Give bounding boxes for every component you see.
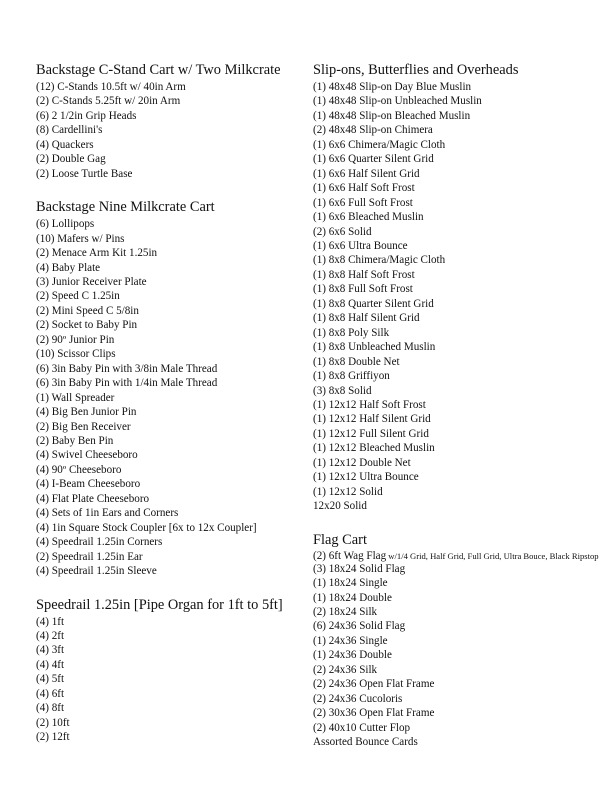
list-item: (2) 12ft xyxy=(36,731,70,744)
list-item: (2) Baby Ben Pin xyxy=(36,434,114,447)
list-item: (4) Speedrail 1.25in Sleeve xyxy=(36,565,157,578)
list-item: (1) Wall Spreader xyxy=(36,391,115,404)
list-item: (10) Mafers w/ Pins xyxy=(36,232,125,245)
item-list xyxy=(36,615,302,745)
list-item: (6) 24x36 Solid Flag xyxy=(313,620,406,633)
list-item: (4) 4ft xyxy=(36,658,65,671)
list-item: (2) 90º Junior Pin xyxy=(36,333,115,346)
list-item: (12) C-Stands 10.5ft w/ 40in Arm xyxy=(36,81,186,93)
list-item: (2) 40x10 Cutter Flop xyxy=(313,721,411,734)
list-item: (4) Speedrail 1.25in Corners xyxy=(36,536,163,549)
list-item: (4) 90º Cheeseboro xyxy=(36,463,122,476)
list-item: (4) 5ft xyxy=(36,673,65,686)
list-item: (4) I-Beam Cheeseboro xyxy=(36,478,141,491)
list-item: (2) 30x36 Open Flat Frame xyxy=(313,707,435,720)
list-item: (4) 6ft xyxy=(36,687,65,700)
list-item: (1) 6x6 Chimera/Magic Cloth xyxy=(313,138,446,151)
list-item: (4) Swivel Cheeseboro xyxy=(36,449,138,462)
section-flag-cart xyxy=(313,532,603,750)
list-item: (2) 24x36 Silk xyxy=(313,663,378,676)
list-item: (2) Double Gag xyxy=(36,153,106,166)
list-item: (3) Junior Receiver Plate xyxy=(36,275,147,288)
list-item: (1) 6x6 Quarter Silent Grid xyxy=(313,153,434,166)
section-heading: Flag Cart xyxy=(313,531,367,548)
list-item: (2) 6x6 Solid xyxy=(313,225,372,238)
section-nine-milkcrate-cart xyxy=(36,199,302,578)
list-item: (1) 12x12 Solid xyxy=(313,485,383,498)
list-item: (2) 24x36 Cucoloris xyxy=(313,692,403,705)
list-item: (1) 12x12 Half Silent Grid xyxy=(313,413,431,426)
list-item: (6) 3in Baby Pin with 3/8in Male Thread xyxy=(36,362,218,375)
list-item: (4) Flat Plate Cheeseboro xyxy=(36,492,150,505)
list-item: (2) Big Ben Receiver xyxy=(36,420,131,433)
list-item: (1) 48x48 Slip-on Day Blue Muslin xyxy=(313,81,472,93)
list-item: (2) Speedrail 1.25in Ear xyxy=(36,550,143,563)
list-item: (4) Quackers xyxy=(36,138,94,151)
list-item: (6) 2 1/2in Grip Heads xyxy=(36,109,137,122)
list-item: (4) 1ft xyxy=(36,615,65,628)
item-list xyxy=(36,80,302,181)
list-item: (1) 18x24 Single xyxy=(313,577,388,590)
section-c-stand-cart xyxy=(36,62,302,181)
list-item: (4) 1in Square Stock Coupler [6x to 12x Coupler] xyxy=(36,521,257,534)
section-heading: Backstage C-Stand Cart w/ Two Milkcrate xyxy=(36,62,281,78)
list-item: (1) 8x8 Full Soft Frost xyxy=(313,283,413,296)
list-item: (1) 12x12 Double Net xyxy=(313,456,411,469)
list-item: (2) Loose Turtle Base xyxy=(36,167,133,180)
list-item: (4) 8ft xyxy=(36,702,65,715)
list-item: (10) Scissor Clips xyxy=(36,348,116,361)
list-item: (1) 24x36 Single xyxy=(313,634,388,647)
list-item: (1) 48x48 Slip-on Bleached Muslin xyxy=(313,109,471,122)
list-item: (6) Lollipops xyxy=(36,218,95,231)
list-item: (1) 18x24 Double xyxy=(313,591,392,604)
list-item: (1) 8x8 Quarter Silent Grid xyxy=(313,297,434,310)
section-slip-ons xyxy=(313,62,603,514)
list-item: (1) 24x36 Double xyxy=(313,649,392,662)
item-list xyxy=(313,80,603,514)
list-item-lead: (2) 6ft Wag Flag xyxy=(313,549,387,562)
list-item: (1) 12x12 Ultra Bounce xyxy=(313,471,419,484)
list-item: (1) 6x6 Half Silent Grid xyxy=(313,167,420,180)
list-item: (1) 8x8 Unbleached Muslin xyxy=(313,341,436,354)
list-item: (8) Cardellini's xyxy=(36,124,103,137)
list-item: (4) Big Ben Junior Pin xyxy=(36,406,137,419)
list-item: (2) 18x24 Silk xyxy=(313,605,378,618)
section-heading: Speedrail 1.25in [Pipe Organ for 1ft to 5ft] xyxy=(36,596,283,613)
list-item: (1) 8x8 Half Soft Frost xyxy=(313,268,415,281)
list-item: (1) 8x8 Griffiyon xyxy=(313,370,390,383)
list-item: (3) 18x24 Solid Flag xyxy=(313,562,406,575)
list-item: (2) 24x36 Open Flat Frame xyxy=(313,678,435,691)
list-item: 12x20 Solid xyxy=(313,500,367,513)
list-item: (1) 6x6 Ultra Bounce xyxy=(313,239,408,252)
list-item-detail: w/1/4 Grid, Half Grid, Full Grid, Ultra Bouce, Black Ripstop xyxy=(386,550,599,561)
list-item: (4) 3ft xyxy=(36,644,65,657)
list-item: (1) 6x6 Bleached Muslin xyxy=(313,211,424,224)
list-item: (2) Speed C 1.25in xyxy=(36,290,120,303)
left-column xyxy=(36,62,302,763)
list-item: (2) 10ft xyxy=(36,716,70,729)
list-item: (4) Sets of 1in Ears and Corners xyxy=(36,507,179,520)
list-item: (2) Socket to Baby Pin xyxy=(36,319,138,332)
list-item: (4) Baby Plate xyxy=(36,261,101,274)
list-item: (2) 48x48 Slip-on Chimera xyxy=(313,124,433,137)
list-item: (2) C-Stands 5.25ft w/ 20in Arm xyxy=(36,95,181,108)
item-list xyxy=(313,550,603,562)
list-item: (1) 8x8 Half Silent Grid xyxy=(313,312,420,325)
list-item: (1) 8x8 Chimera/Magic Cloth xyxy=(313,254,446,267)
list-item: (2) Mini Speed C 5/8in xyxy=(36,304,139,317)
list-item: (3) 8x8 Solid xyxy=(313,384,372,397)
list-item: (1) 48x48 Slip-on Unbleached Muslin xyxy=(313,95,482,108)
list-item xyxy=(313,550,603,562)
list-item: (1) 8x8 Double Net xyxy=(313,355,400,368)
list-item: (2) Menace Arm Kit 1.25in xyxy=(36,247,158,260)
list-item: Assorted Bounce Cards xyxy=(313,736,418,749)
list-item: (1) 8x8 Poly Silk xyxy=(313,326,390,339)
list-item: (1) 12x12 Full Silent Grid xyxy=(313,427,429,440)
item-list xyxy=(36,217,302,578)
list-item: (1) 6x6 Full Soft Frost xyxy=(313,196,413,209)
list-item: (4) 2ft xyxy=(36,629,65,642)
section-speedrail xyxy=(36,597,302,745)
right-column xyxy=(313,62,603,767)
item-list xyxy=(313,562,603,750)
section-heading: Backstage Nine Milkcrate Cart xyxy=(36,199,215,216)
list-item: (6) 3in Baby Pin with 1/4in Male Thread xyxy=(36,377,218,390)
list-item: (1) 12x12 Half Soft Frost xyxy=(313,398,426,411)
list-item: (1) 12x12 Bleached Muslin xyxy=(313,442,435,455)
list-item: (1) 6x6 Half Soft Frost xyxy=(313,182,415,195)
section-heading: Slip-ons, Butterflies and Overheads xyxy=(313,62,519,78)
